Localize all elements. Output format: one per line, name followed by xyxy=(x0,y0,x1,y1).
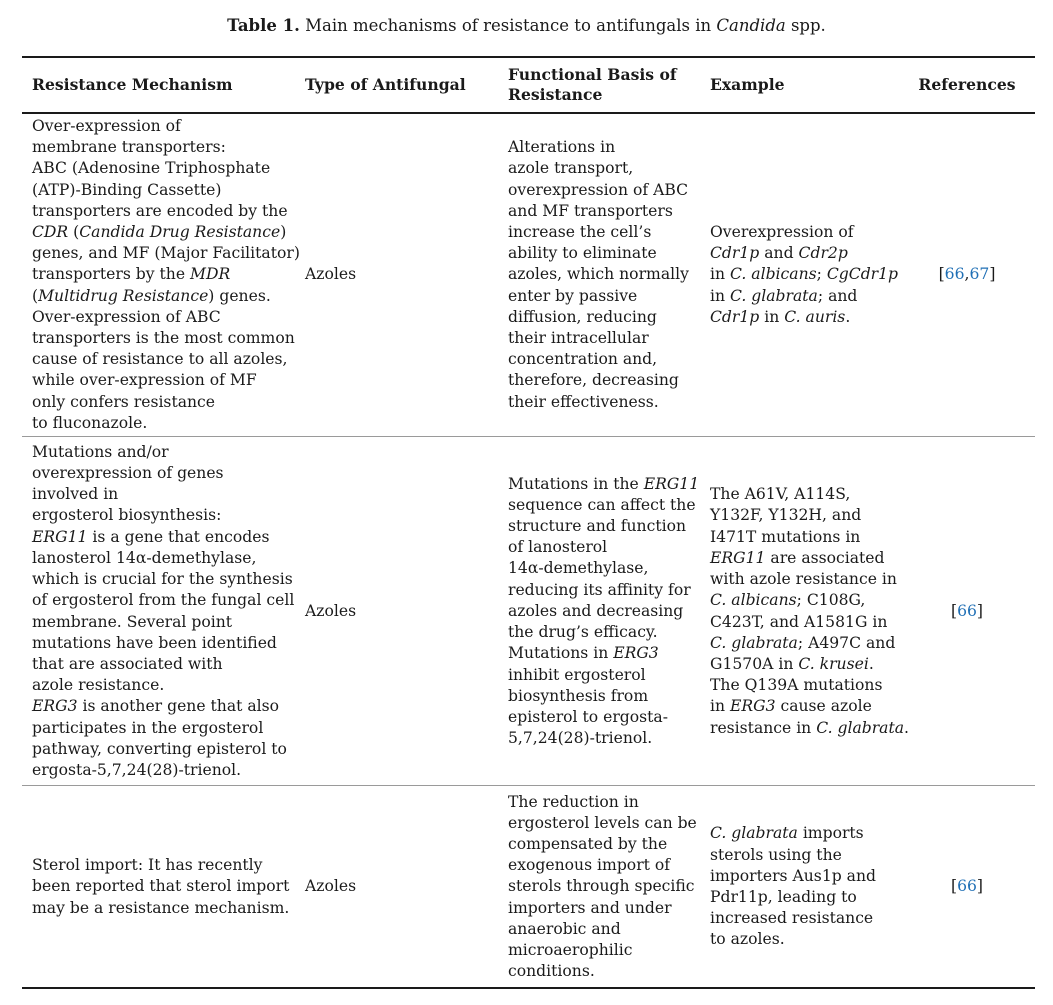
basis-text-line: sequence can affect the xyxy=(508,495,696,514)
header-basis-line: Resistance xyxy=(508,85,603,104)
example-text-line: with azole resistance in xyxy=(710,570,897,589)
example-text-line: in C. albicans; CgCdr1p xyxy=(710,265,899,284)
basis-text-line: enter by passive xyxy=(508,286,638,305)
example-text-line: ERG11 are associated xyxy=(710,548,885,567)
cell-type xyxy=(305,114,495,436)
example-text-line: Y132F, Y132H, and xyxy=(710,506,862,525)
reference-link[interactable]: 66 xyxy=(944,265,965,284)
caption-text: Main mechanisms of resistance to antifungals in xyxy=(299,16,717,35)
basis-text-line: and MF transporters xyxy=(508,201,673,220)
caption-genus: Candida xyxy=(716,16,786,35)
references-text xyxy=(912,264,1022,285)
cell-example xyxy=(710,787,900,987)
ref-bracket-close: ] xyxy=(976,601,984,620)
cell-mechanism xyxy=(32,438,294,785)
cell-mechanism xyxy=(32,787,294,987)
header-type-label: Type of Antifungal xyxy=(305,75,466,94)
mechanism-text-line: transporters is the most common xyxy=(32,329,295,347)
mechanism-text-line: been reported that sterol import xyxy=(32,877,290,896)
reference-link[interactable]: 66 xyxy=(957,601,977,620)
basis-text-line: 14α-demethylase, xyxy=(508,559,649,578)
example-text-line: in ERG3 cause azole xyxy=(710,697,872,716)
basis-text-line: the drug’s efficacy. xyxy=(508,623,658,642)
example-text-line: C. glabrata imports xyxy=(710,824,864,843)
mechanism-text-line: (Multidrug Resistance) genes. xyxy=(32,286,271,305)
mechanism-text-line: Sterol import: It has recently xyxy=(32,856,263,875)
basis-text-line: Alterations in xyxy=(508,138,616,157)
mechanism-text-line: cause of resistance to all azoles, xyxy=(32,350,288,369)
mechanism-text-line: involved in xyxy=(32,485,119,504)
ref-separator: , xyxy=(964,265,970,284)
example-text-line: The A61V, A114S, xyxy=(710,485,851,504)
mechanism-text-line: that are associated with xyxy=(32,654,223,673)
mechanism-text-line: genes, and MF (Major Facilitator) xyxy=(32,244,300,263)
example-text-line: increased resistance xyxy=(710,909,874,928)
mechanism-text-line: membrane. Several point xyxy=(32,612,233,631)
mechanism-text-line: (ATP)-Binding Cassette) xyxy=(32,180,222,199)
cell-references xyxy=(912,114,1022,436)
header-example-label: Example xyxy=(710,75,785,94)
type-text-line: Azoles xyxy=(305,601,357,620)
basis-text-line: inhibit ergosterol xyxy=(508,665,646,684)
mechanism-text-line: ergosta-5,7,24(28)-trienol. xyxy=(32,760,242,779)
cell-basis xyxy=(508,114,698,436)
example-text-line: C. albicans; C108G, xyxy=(710,591,866,610)
basis-text-line: diffusion, reducing xyxy=(508,307,657,326)
cell-type xyxy=(305,438,495,785)
header-type xyxy=(305,58,495,112)
basis-text-line: importers and under xyxy=(508,898,672,917)
header-basis xyxy=(508,58,698,112)
basis-text-line: increase the cell’s xyxy=(508,222,652,241)
ref-bracket-close: ] xyxy=(989,265,996,284)
mechanism-text-line: ABC (Adenosine Triphosphate xyxy=(32,159,271,178)
example-text-line: sterols using the xyxy=(710,845,842,864)
basis-text-line: sterols through specific xyxy=(508,877,695,896)
header-basis-line: Functional Basis of xyxy=(508,65,677,84)
cell-references xyxy=(912,438,1022,785)
example-text-line: Cdr1p in C. auris. xyxy=(710,307,851,326)
basis-text-line: therefore, decreasing xyxy=(508,371,679,390)
mechanism-text-line: membrane transporters: xyxy=(32,138,226,157)
caption-suffix: spp. xyxy=(785,16,826,35)
mechanism-text-line: Mutations and/or xyxy=(32,442,169,461)
header-references-label: References xyxy=(918,75,1016,94)
header-references xyxy=(912,58,1022,112)
basis-text-line: Mutations in the ERG11 xyxy=(508,474,700,493)
mechanism-text-line: transporters by the MDR xyxy=(32,265,231,284)
ref-bracket-open: [ xyxy=(950,877,958,896)
basis-text-line: azoles and decreasing xyxy=(508,601,684,620)
basis-text-line: microaerophilic xyxy=(508,941,633,959)
basis-text-line: The reduction in xyxy=(508,792,639,811)
reference-link[interactable]: 66 xyxy=(957,877,977,896)
mechanism-text-line: ergosterol biosynthesis: xyxy=(32,506,222,525)
mechanism-text-line: azole resistance. xyxy=(32,676,165,695)
example-text-line: importers Aus1p and xyxy=(710,866,876,885)
basis-text-line: concentration and, xyxy=(508,350,658,369)
cell-type xyxy=(305,787,495,987)
header-mechanism xyxy=(32,58,294,112)
references-text xyxy=(912,876,1022,897)
row-divider-2 xyxy=(22,785,1035,786)
example-text-line: C. glabrata; A497C and xyxy=(710,633,896,652)
basis-text-line: reducing its affinity for xyxy=(508,580,691,599)
mechanism-text-line: ERG11 is a gene that encodes xyxy=(32,527,270,546)
basis-text-line: azole transport, xyxy=(508,159,634,178)
example-text-line: I471T mutations in xyxy=(710,527,861,546)
example-text-line: C423T, and A1581G in xyxy=(710,612,888,631)
basis-text-line: structure and function xyxy=(508,517,687,536)
basis-text-line: 5,7,24(28)-trienol. xyxy=(508,729,653,748)
example-text-line: Pdr11p, leading to xyxy=(710,888,857,906)
cell-example xyxy=(710,438,910,785)
bottom-rule xyxy=(22,987,1035,989)
basis-text-line: overexpression of ABC xyxy=(508,180,689,199)
mechanism-text-line: transporters are encoded by the xyxy=(32,201,288,220)
basis-text-line: of lanosterol xyxy=(508,538,608,557)
mechanism-text-line: lanosterol 14α-demethylase, xyxy=(32,548,257,567)
basis-text-line: azoles, which normally xyxy=(508,265,689,284)
mechanism-text-line: which is crucial for the synthesis xyxy=(32,570,293,589)
basis-text-line: anaerobic and xyxy=(508,919,621,938)
basis-text-line: conditions. xyxy=(508,962,595,981)
basis-text-line: their effectiveness. xyxy=(508,392,659,411)
example-text-line: Overexpression of xyxy=(710,222,854,241)
ref-bracket-close: ] xyxy=(976,877,984,896)
table-caption xyxy=(0,16,1053,35)
example-text-line: G1570A in C. krusei. xyxy=(710,654,874,673)
mechanism-text-line: while over-expression of MF xyxy=(32,371,257,390)
basis-text-line: Mutations in ERG3 xyxy=(508,644,659,663)
mechanism-text-line: pathway, converting episterol to xyxy=(32,739,287,758)
example-text-line: The Q139A mutations xyxy=(710,676,883,695)
mechanism-text-line: overexpression of genes xyxy=(32,464,224,483)
mechanism-text-line: participates in the ergosterol xyxy=(32,718,264,737)
cell-basis xyxy=(508,438,698,785)
basis-text-line: ability to eliminate xyxy=(508,244,657,263)
header-example xyxy=(710,58,900,112)
mechanism-text-line: may be a resistance mechanism. xyxy=(32,898,290,917)
example-text-line: to azoles. xyxy=(710,930,785,949)
example-text-line: in C. glabrata; and xyxy=(710,286,858,305)
type-text-line: Azoles xyxy=(305,877,357,896)
cell-mechanism xyxy=(32,114,300,436)
cell-example xyxy=(710,114,900,436)
caption-label: Table 1. xyxy=(227,16,300,35)
mechanism-text-line: of ergosterol from the fungal cell xyxy=(32,591,295,610)
mechanism-text-line: Over-expression of xyxy=(32,116,181,135)
example-text-line: Cdr1p and Cdr2p xyxy=(710,244,848,263)
basis-text-line: exogenous import of xyxy=(508,856,671,875)
mechanism-text-line: ERG3 is another gene that also xyxy=(32,697,280,716)
example-text-line: resistance in C. glabrata. xyxy=(710,718,910,737)
mechanism-text-line: CDR (Candida Drug Resistance) xyxy=(32,222,287,241)
basis-text-line: episterol to ergosta- xyxy=(508,707,668,726)
basis-text-line: biosynthesis from xyxy=(508,686,649,705)
ref-bracket-open: [ xyxy=(950,601,958,620)
reference-link[interactable]: 67 xyxy=(969,265,990,284)
basis-text-line: their intracellular xyxy=(508,329,649,347)
basis-text-line: compensated by the xyxy=(508,834,668,853)
cell-references xyxy=(912,787,1022,987)
cell-basis xyxy=(508,787,698,987)
mechanism-text-line: to fluconazole. xyxy=(32,413,148,432)
mechanism-text-line: Over-expression of ABC xyxy=(32,307,221,326)
mechanism-text-line: mutations have been identified xyxy=(32,633,277,652)
mechanism-text-line: only confers resistance xyxy=(32,392,216,411)
references-text xyxy=(912,601,1022,622)
header-mechanism-label: Resistance Mechanism xyxy=(32,75,233,94)
basis-text-line: ergosterol levels can be xyxy=(508,813,697,832)
row-divider-1 xyxy=(22,436,1035,437)
ref-bracket-open: [ xyxy=(938,265,945,284)
type-text-line: Azoles xyxy=(305,265,357,284)
